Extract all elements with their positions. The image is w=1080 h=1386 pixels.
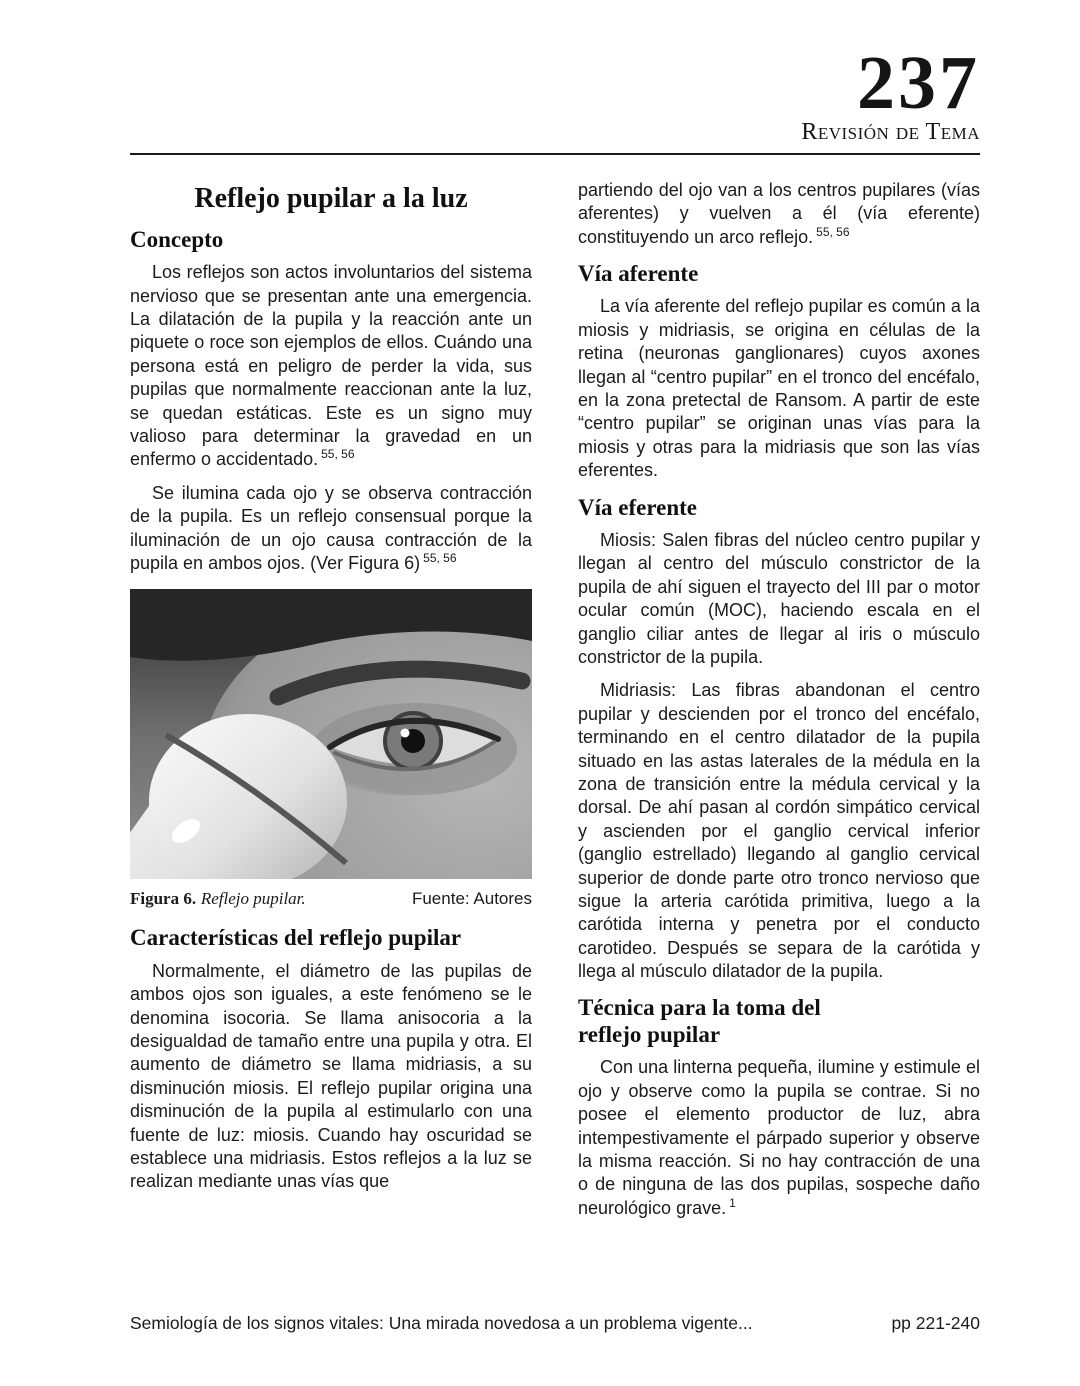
paragraph-text: Midriasis: Las fibras abandonan el centro pupilar y descienden por el tronco del encéfalo, terminando en el centro dilatador de la pupila situado en las astas laterales de la médula en la zona de transición entre la médula cervical y la dorsal. De ahí pasan al cordón simpático cervical y ascienden por el ganglio cervical inferior (ganglio estrellado) llegando al ganglio cervical superior de donde parte otro tronco nervioso que sigue la arteria carótida primitiva, luego a la carótida interna y penetra por el conducto carotideo. Después se separa de la carótida y llega al músculo dilatador de la pupila. <box>578 680 980 982</box>
page-header <box>130 41 980 146</box>
article-columns <box>130 179 980 1230</box>
paragraph-text: Con una linterna pequeña, ilumine y estimule el ojo y observe como la pupila se contrae. Si no posee el elemento productor de luz, abra intempestivamente el párpado superior y observe la misma reacción. Si no hay contracción de una o de ninguna de las dos pupilas, sospeche daño neurológico grave. <box>578 1057 980 1218</box>
paragraph-concepto-2 <box>130 482 532 576</box>
heading-via-aferente: Vía aferente <box>578 261 699 287</box>
paragraph-text: La vía aferente del reflejo pupilar es común a la miosis y midriasis, se origina en células de la retina (neuronas ganglionares) cuyos axones llegan al “centro pupilar” en el tronco del encéfalo, en la zona pretectal de Ransom. A partir de este “centro pupilar” se originan unas vías para la miosis y otras para la midriasis que son las vías eferentes. <box>578 296 980 481</box>
reference-superscript: 55, 56 <box>423 551 457 565</box>
page-footer <box>130 1313 980 1334</box>
figure-6 <box>130 589 532 879</box>
section-label: Revisión de Tema <box>801 118 980 145</box>
heading-via-eferente: Vía eferente <box>578 494 697 520</box>
figure-caption <box>130 889 532 909</box>
reference-superscript: 55, 56 <box>321 447 355 462</box>
paragraph-via-aferente <box>578 295 980 482</box>
paragraph-text: Normalmente, el diámetro de las pupilas de ambos ojos son iguales, a este fenómeno se le denomina isocoria. Se llama anisocoria a la desigualdad de tamaño entre una pupila y otra. El aumento de diámetro se llama midriasis, a su disminución miosis. El reflejo pupilar origina una disminución de la pupila al estimularlo con una fuente de luz: miosis. Cuando hay oscuridad se establece una midriasis. Estos reflejos a la luz se realizan mediante unas vías que <box>130 960 532 1192</box>
figure-source: Fuente: Autores <box>411 889 532 909</box>
left-column <box>130 179 532 1230</box>
heading-caracteristicas: Características del reflejo pupilar <box>130 925 462 951</box>
heading-tecnica: Técnica para la toma del reflejo pupilar <box>578 995 821 1047</box>
paragraph-text: Los reflejos son actos involuntarios del sistema nervioso que se presentan ante una emergencia. La dilatación de la pupila y la reacción ante un piquete o roce son ejemplos de ellos. Cuándo una persona está en peligro de perder la vida, sus pupilas que normalmente reaccionan ante la luz, se quedan estáticas. Este es un signo muy valioso para determinar la gravedad en un enfermo o accidentado. <box>130 262 532 470</box>
paragraph-tecnica <box>578 1056 980 1220</box>
footer-running-title: Semiología de los signos vitales: Una mirada novedosa a un problema vigente... <box>130 1313 753 1333</box>
paragraph-concepto-1 <box>130 261 532 472</box>
paragraph-continuation <box>578 179 980 249</box>
eye-with-penlight-photo <box>130 589 532 879</box>
paragraph-text: Miosis: Salen fibras del núcleo centro pupilar y llegan al centro del músculo constrictor de la pupila de ahí siguen el trayecto del III par o motor ocular común (MOC), haciendo escala en el ganglio ciliar antes de llegar al iris o músculo constrictor de la pupila. <box>578 530 980 667</box>
heading-concepto: Concepto <box>130 226 224 252</box>
page-number: 237 <box>857 41 980 125</box>
caption-label: Figura 6. <box>130 889 197 909</box>
reference-superscript: 1 <box>729 1195 736 1210</box>
right-column <box>578 179 980 1230</box>
reference-superscript: 55, 56 <box>816 224 850 239</box>
header-divider <box>130 153 980 155</box>
footer-page-range: pp 221-240 <box>891 1313 980 1333</box>
paragraph-miosis <box>578 529 980 669</box>
paragraph-caracteristicas <box>130 960 532 1194</box>
caption-left <box>130 889 306 909</box>
caption-text: Reflejo pupilar. <box>200 889 306 909</box>
paragraph-text: Se ilumina cada ojo y se observa contracción de la pupila. Es un reflejo consensual porque la iluminación de un ojo causa contracción de la pupila en ambos ojos. (Ver Figura 6) <box>130 482 532 573</box>
paragraph-midriasis <box>578 679 980 983</box>
article-title: Reflejo pupilar a la luz <box>194 182 468 214</box>
paragraph-text: partiendo del ojo van a los centros pupilares (vías aferentes) y vuelven a él (vía eferente) constituyendo un arco reflejo. <box>578 179 980 247</box>
